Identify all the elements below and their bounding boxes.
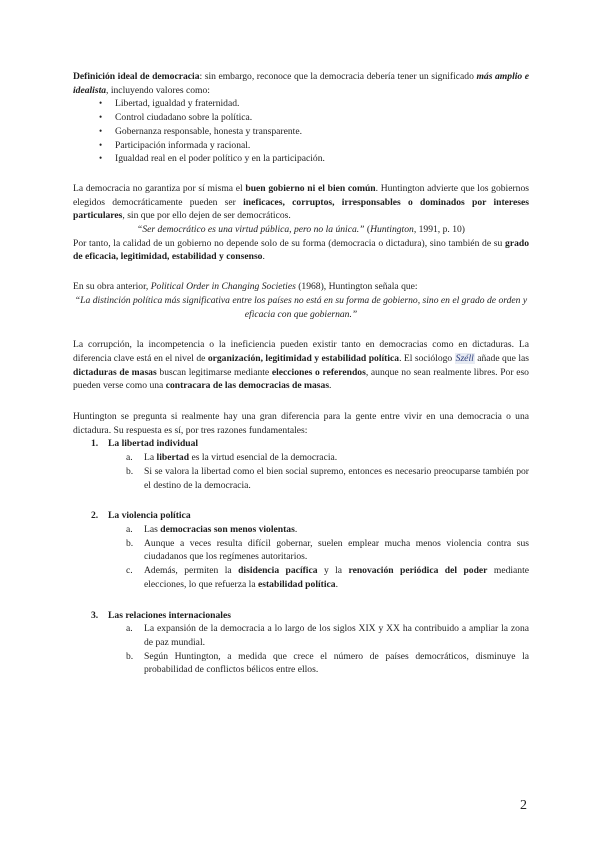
list-item: • Participación informada y racional. — [101, 139, 529, 153]
text-run: buscan legitimarse mediante — [156, 366, 272, 378]
bold-run: elecciones o referendos — [271, 366, 366, 378]
paragraph-quality — [73, 237, 529, 264]
section-number: 2. — [91, 510, 99, 522]
text-run: . — [294, 523, 298, 535]
text-run: mediante elecciones, lo que refuerza la — [144, 565, 530, 590]
paragraph-political-order — [73, 280, 529, 294]
quote-virtue — [73, 223, 529, 237]
bold-run: democracias son menos violentas — [160, 523, 295, 535]
item-letter: a. — [126, 623, 133, 635]
text-run: . Huntington advierte que los gobiernos elegidos democráticamente pueden ser — [73, 182, 530, 208]
section-number: 1. — [91, 438, 99, 450]
paragraph-corruption — [73, 338, 529, 393]
text-run: La — [144, 452, 157, 464]
emphasis-broad-idealistic: más amplio e idealista — [73, 71, 530, 96]
item-letter: c. — [126, 565, 133, 577]
bold-run: estabilidad política — [258, 578, 336, 590]
list-item — [126, 650, 529, 677]
section-heading-international — [91, 609, 529, 623]
list-item — [126, 465, 529, 492]
text-run: . — [335, 578, 338, 590]
bold-run: renovación periódica del poder — [348, 565, 488, 577]
author-highlight: Széll — [455, 352, 474, 364]
text-run: . — [262, 251, 265, 263]
section-heading-violence — [91, 509, 529, 523]
quote-distinction: “La distinción política más significativa entre los países no está en su forma de gobierno, sino en el grado de orden y eficacia con que gobiernan.” — [74, 294, 528, 320]
text-run: Las — [144, 523, 161, 535]
text-run: La expansión de la democracia a lo largo de los siglos XIX y XX ha contribuido a ampliar la zona de paz mundial. — [144, 623, 529, 648]
document-page — [73, 70, 529, 677]
list-item: • Gobernanza responsable, honesta y transparente. — [101, 125, 529, 139]
section-number: 3. — [91, 609, 99, 621]
text-run: Según Huntington, a medida que crece el número de países democráticos, disminuye la probabilidad de conflictos bélicos entre ellos. — [144, 650, 529, 676]
list-item — [126, 523, 529, 537]
values-list — [73, 97, 529, 166]
text-run: Si se valora la libertad como el bien social supremo, entonces es necesario preocuparse también por el destino de la democracia. — [144, 465, 529, 491]
bold-run: buen gobierno ni el bien común — [245, 182, 376, 194]
text-run: , sin que por ello dejen de ser democráticos. — [122, 210, 291, 222]
list-item: • Libertad, igualdad y fraternidad. — [101, 97, 529, 111]
text-run: . El sociólogo — [399, 352, 455, 364]
book-title: Political Order in Changing Societies — [150, 281, 296, 293]
list-item — [126, 537, 529, 564]
bold-run: disidencia pacífica — [238, 565, 318, 577]
bold-run: grado de eficacia, legitimidad, estabilidad y consenso — [73, 237, 529, 263]
section-heading-freedom — [91, 437, 529, 451]
item-letter: b. — [126, 650, 134, 662]
text-run: , incluyendo valores como: — [106, 84, 210, 96]
citation-run: ( — [364, 224, 371, 236]
text-run: La democracia no garantiza por sí misma el — [73, 182, 246, 194]
text-run: . — [329, 380, 332, 392]
list-item — [126, 622, 529, 649]
text-run: y la — [317, 565, 349, 577]
list-item: • Igualdad real en el poder político y en la participación. — [101, 152, 529, 166]
citation-author: Huntington — [370, 224, 414, 236]
term-ideal-definition: Definición ideal de democracia — [73, 71, 200, 82]
paragraph-three-reasons: Huntington se pregunta si realmente hay una gran diferencia para la gente entre vivir en una democracia o una dictadura. Su respuesta es sí, por tres razones fundamentales: — [73, 411, 529, 436]
freedom-sublist — [73, 451, 529, 492]
section-title: Las relaciones internacionales — [108, 609, 231, 621]
text-run: , aunque no sean realmente libres. Por eso pueden verse como una — [73, 366, 529, 392]
item-letter: b. — [126, 537, 134, 549]
list-item — [126, 451, 529, 465]
bold-run: dictaduras de masas — [73, 366, 157, 378]
quote-text: “Ser democrático es una virtud pública, pero no la única.” — [137, 224, 365, 236]
text-run: Por tanto, la calidad de un gobierno no depende solo de su forma (democracia o dictadura), sino también de su — [73, 237, 506, 249]
bold-run: contracara de las democracias de masas — [165, 380, 330, 392]
list-item — [126, 564, 529, 591]
text-run: : sin embargo, reconoce que la democracia debería tener un significado — [199, 71, 477, 82]
item-letter: a. — [126, 523, 133, 535]
list-item: • Control ciudadano sobre la política. — [101, 111, 529, 125]
item-letter: b. — [126, 465, 134, 477]
paragraph-ideal-definition — [73, 70, 529, 97]
citation-run: , 1991, p. 10) — [413, 224, 465, 236]
bold-run: ineficaces, corruptos, irresponsables o dominados por intereses particulares — [73, 196, 529, 222]
section-title: La libertad individual — [108, 438, 199, 450]
section-title: La violencia política — [108, 510, 191, 522]
paragraph-good-government — [73, 182, 529, 223]
bold-run: libertad — [156, 452, 190, 464]
page-number: 2 — [520, 798, 527, 813]
text-run: (1968), Huntington señala que: — [295, 281, 418, 293]
text-run: es la virtud esencial de la democracia. — [189, 452, 338, 464]
text-run: Aunque a veces resulta difícil gobernar, suelen emplear mucha menos violencia contra sus ciudadanos que los regímenes autoritarios. — [144, 537, 529, 563]
text-run: En su obra anterior, — [73, 281, 151, 293]
text-run: añade que las — [474, 352, 529, 364]
bold-run: organización, legitimidad y estabilidad política — [207, 352, 400, 364]
item-letter: a. — [126, 452, 133, 464]
text-run: La corrupción, la incompetencia o la ineficiencia pueden existir tanto en democracias como en dictaduras. La diferencia clave está en el nivel de — [73, 339, 529, 364]
violence-sublist — [73, 523, 529, 592]
international-sublist — [73, 622, 529, 677]
text-run: Además, permiten la — [144, 565, 239, 577]
